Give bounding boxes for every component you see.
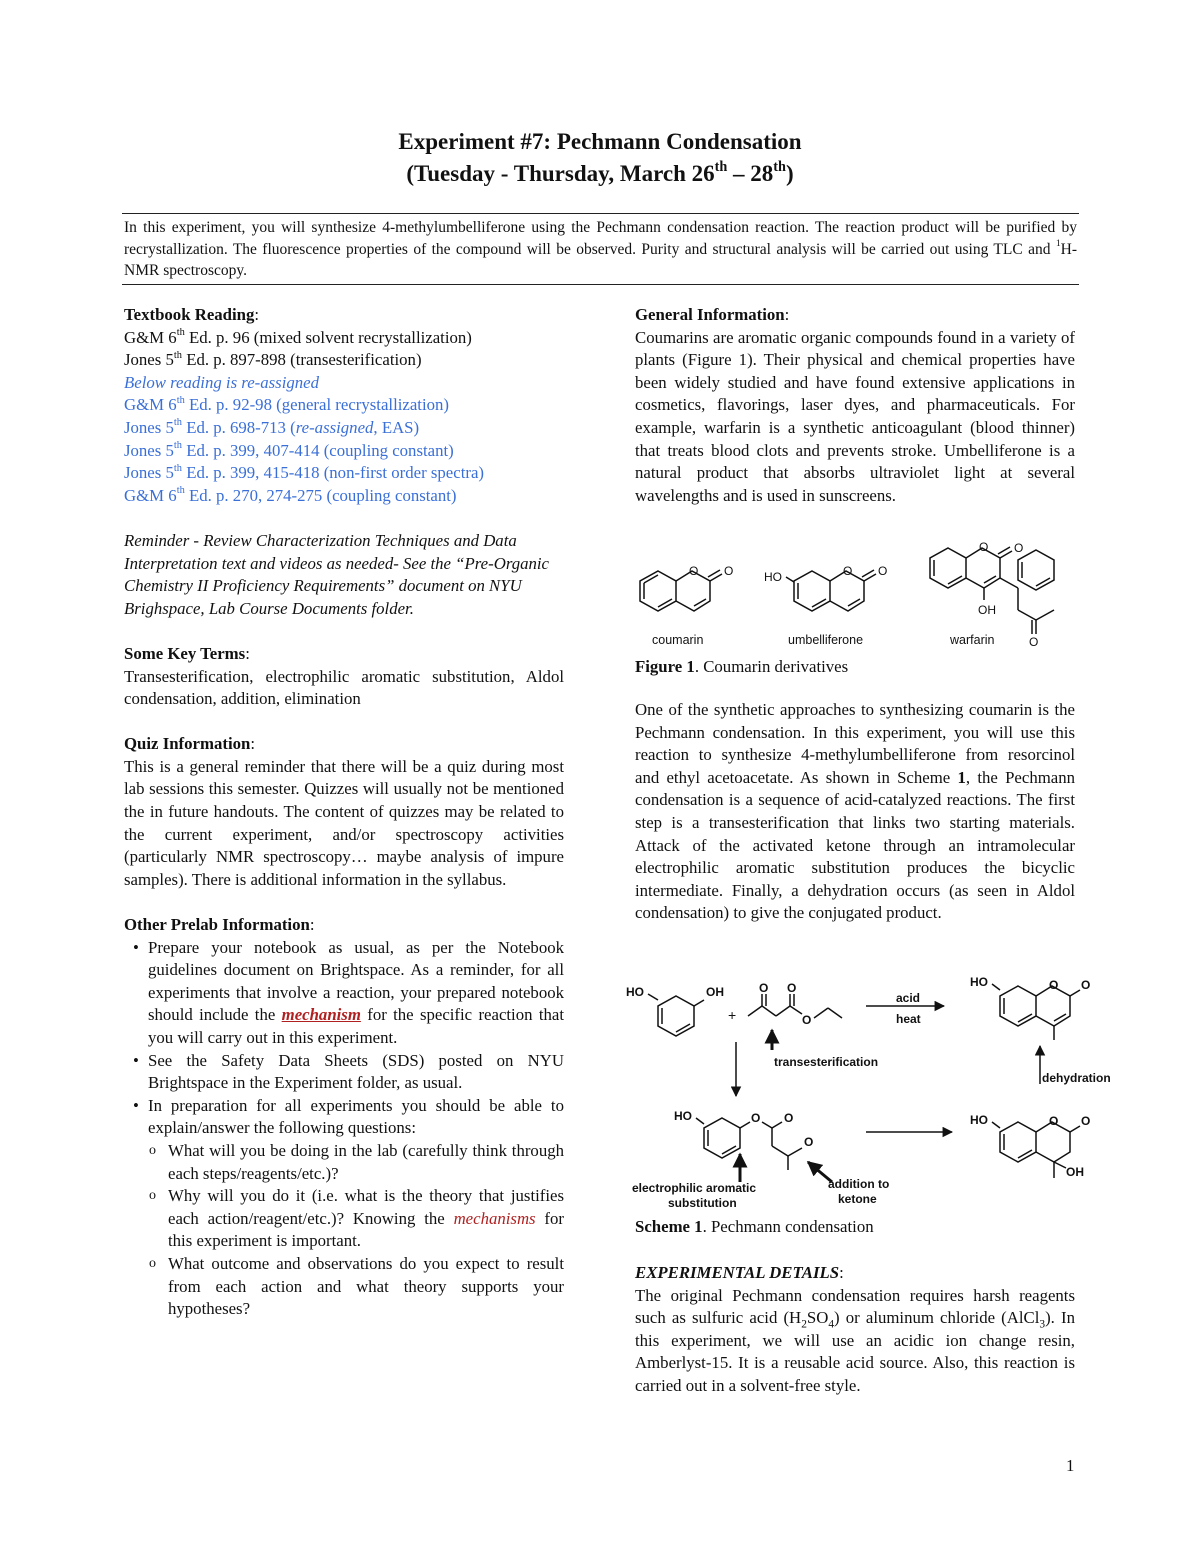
experimental-heading — [635, 1262, 1075, 1285]
general-text: Coumarins are aromatic organic compounds found in a variety of plants (Figure 1). Their physical and chemical properties have been widely studied and have found extensive applications in cosmetics, flavorings, laser dyes, and pharmaceuticals. For example, warfarin is a synthetic anticoagulant (blood thinner) that treats blood clots and prevents stroke. Umbelliferone is a natural product that absorbs ultraviolet light at several wavelengths and is used in sunscreens. — [635, 327, 1075, 505]
ester-intermediate-structure — [674, 1109, 813, 1170]
coumarin-structure — [640, 564, 733, 611]
bond — [762, 1006, 776, 1016]
ref-sup: th — [176, 485, 185, 497]
mechanism-emphasis: mechanism — [281, 1005, 361, 1025]
bond — [772, 1146, 788, 1156]
heading-colon: : — [309, 915, 315, 935]
list-item — [168, 1185, 564, 1253]
heat-label: heat — [896, 1012, 921, 1026]
heading-text: Some Key Terms — [124, 643, 246, 663]
text-run: ) or aluminum chloride (AlCl — [834, 1308, 1040, 1328]
subscript: 2 — [801, 1318, 807, 1331]
caption-text: . Pechmann condensation — [702, 1217, 874, 1236]
prelab-list — [124, 937, 564, 1321]
bond — [1018, 610, 1036, 620]
double-bond — [1018, 1014, 1032, 1022]
spacer — [124, 711, 564, 734]
benzene-ring — [704, 1118, 740, 1158]
text-run: One of the synthetic approaches to synthesizing coumarin is the Pechmann condensation. In this experiment, you will use this reaction to synthesize 4-methylumbelliferone from resorcinol and ethyl acetoacetate. As shown in Scheme — [635, 700, 1075, 787]
reading-item — [124, 327, 564, 350]
caption-label: Figure 1 — [635, 657, 695, 676]
heading-text: General Information — [635, 305, 785, 324]
coumarin-label: coumarin — [652, 633, 704, 647]
bond — [694, 1000, 704, 1006]
figure-1-structures — [630, 538, 1080, 653]
eas-label: substitution — [668, 1196, 737, 1210]
bond — [748, 1006, 762, 1016]
oxygen-label: O — [689, 564, 699, 578]
subtitle-text: (Tuesday - Thursday, March 26 — [406, 161, 715, 186]
dehydration-label: dehydration — [1042, 1071, 1111, 1085]
heading-text: Other Prelab Information — [124, 915, 310, 935]
heading-colon: : — [250, 734, 255, 754]
list-item — [148, 937, 564, 1050]
left-column — [124, 304, 564, 1321]
umbelliferone-structure — [764, 564, 887, 611]
carbonyl-bond — [1070, 990, 1080, 996]
double-bond — [1018, 1150, 1032, 1158]
double-bond — [658, 599, 672, 607]
acid-label: acid — [896, 991, 921, 1005]
double-bond — [676, 1024, 690, 1032]
hydroxyl-label: OH — [706, 985, 724, 999]
subtitle-sup: th — [773, 158, 786, 175]
subtitle-sup: th — [714, 158, 728, 175]
phenyl-ring — [1018, 550, 1054, 590]
heading-colon: : — [839, 1263, 844, 1282]
list-item — [148, 1095, 564, 1321]
bond — [828, 1008, 842, 1018]
hydroxyl-label: HO — [626, 985, 644, 999]
quiz-heading — [124, 733, 564, 756]
page-subtitle — [0, 158, 1200, 190]
oxygen-label: O — [784, 1111, 794, 1125]
reassigned-note: Below reading is re-assigned — [124, 372, 319, 392]
key-terms-text: Transesterification, electrophilic aromatic substitution, Aldol condensation, addition, elimination — [124, 666, 564, 709]
hydroxyl-label: HO — [674, 1109, 692, 1123]
abstract-text: H-NMR spectroscopy. — [124, 240, 1077, 279]
oxygen-label: O — [1081, 978, 1091, 992]
item-text: for the specific reaction that you will carry out in this experiment. — [148, 1005, 564, 1047]
bond — [772, 1122, 782, 1128]
bond — [776, 1006, 790, 1016]
subscript: 4 — [828, 1318, 835, 1331]
heading-text: EXPERIMENTAL DETAILS — [635, 1263, 840, 1282]
heading-colon: : — [254, 305, 260, 324]
question-list — [148, 1140, 564, 1321]
double-bond — [644, 575, 658, 583]
oxygen-label: O — [1049, 978, 1059, 992]
pyranone-ring — [1036, 1122, 1070, 1162]
text-run: The original Pechmann condensation requires harsh reagents such as sulfuric acid (H — [635, 1285, 1075, 1328]
page-number: 1 — [1066, 1456, 1075, 1475]
ref-text: Jones 5 — [124, 440, 174, 460]
textbook-heading — [124, 304, 564, 327]
bond — [790, 1006, 802, 1014]
reading-item — [124, 394, 564, 417]
double-bond — [722, 1146, 736, 1154]
plus-sign: + — [728, 1007, 737, 1023]
addition-label: ketone — [838, 1192, 877, 1206]
heading-text: Textbook Reading — [124, 305, 255, 324]
spacer — [124, 620, 564, 643]
key-terms-heading — [124, 643, 564, 666]
carbonyl-bond — [1070, 1126, 1080, 1132]
oxygen-label: O — [724, 564, 734, 578]
general-heading — [635, 304, 1075, 327]
ref-text: Ed. p. 96 (mixed solvent recrystallization) — [184, 327, 472, 347]
experimental-text — [635, 1285, 1075, 1398]
scheme-1-caption — [635, 1217, 874, 1237]
item-text: Prepare your notebook as usual, as per the Notebook guidelines document on Brightspace. As a reminder, for all experiments that involve a reaction, your prepared notebook should include the — [148, 937, 564, 1025]
ref-text: Ed. p. 92-98 (general recrystallization) — [184, 395, 449, 415]
ref-text: Ed. p. 399, 407-414 (coupling constant) — [182, 440, 454, 460]
ref-text: G&M 6 — [124, 395, 177, 415]
benzene-ring — [658, 996, 694, 1036]
resorcinol-structure — [626, 985, 724, 1036]
caption-label: Scheme 1 — [635, 1217, 703, 1236]
oxygen-label: O — [1049, 1114, 1059, 1128]
hydroxyl-label: HO — [764, 570, 782, 584]
item-text: In preparation for all experiments you should be able to explain/answer the following questions: — [148, 1095, 564, 1138]
reading-item — [124, 440, 564, 463]
hydroxyl-label: OH — [1066, 1165, 1084, 1179]
abstract-sup: 1 — [1055, 238, 1061, 250]
item-text: Why will you do it (i.e. what is the theory that justifies each action/reagent/etc.)? Knowing the — [168, 1186, 564, 1228]
spacer — [124, 507, 564, 530]
scheme-ref: 1 — [957, 767, 966, 787]
ref-text: Ed. p. 897-898 (transesterification) — [182, 350, 422, 370]
subtitle-text: ) — [785, 161, 794, 186]
bond — [992, 984, 1000, 990]
bond — [1000, 578, 1018, 588]
heading-text: Quiz Information — [124, 734, 251, 754]
oxygen-label: O — [804, 1135, 814, 1149]
abstract — [124, 217, 1077, 282]
oxygen-label: O — [802, 1013, 812, 1027]
double-bond — [812, 599, 826, 607]
ref-sup: th — [176, 326, 185, 338]
subtitle-text: – 28 — [727, 161, 774, 186]
prelab-heading — [124, 914, 564, 937]
text-run: ). In this experiment, we will use an acidic ion change resin, Amberlyst-15. It is a reusable acid source. Also, this reaction is carried out in a solvent-free style. — [635, 1308, 1075, 1395]
reading-item — [124, 349, 564, 372]
oxygen-label: O — [751, 1111, 761, 1125]
ref-sup: th — [173, 462, 182, 474]
ethyl-acetoacetate-structure — [748, 981, 842, 1027]
list-item: o What will you be doing in the lab (carefully think through each steps/reagents/etc.)? — [168, 1140, 564, 1185]
ref-text: Ed. p. 698-713 ( — [182, 417, 296, 437]
benzene-ring — [1000, 986, 1036, 1026]
bond — [762, 1122, 772, 1128]
divider — [122, 284, 1079, 285]
reading-item — [124, 417, 564, 440]
benzene-ring — [640, 571, 676, 611]
right-column-top — [635, 304, 1075, 507]
benzene-ring — [930, 548, 966, 588]
bond — [786, 577, 794, 582]
ref-italic: re-assigned — [295, 417, 374, 437]
warfarin-label: warfarin — [950, 633, 995, 647]
oxygen-label: O — [759, 981, 769, 995]
list-item: • See the Safety Data Sheets (SDS) posted on NYU Brightspace in the Experiment folder, as usual. — [148, 1050, 564, 1095]
bond — [696, 1118, 704, 1124]
ref-sup: th — [176, 394, 185, 406]
caption-text: . Coumarin derivatives — [694, 657, 849, 676]
heading-colon: : — [784, 305, 790, 324]
synthesis-text — [635, 699, 1075, 925]
double-bond — [1036, 578, 1050, 586]
ref-sup: th — [173, 439, 182, 451]
transesterification-label: transesterification — [774, 1055, 879, 1069]
ref-text: , EAS) — [373, 417, 420, 437]
bond — [814, 1008, 828, 1018]
reminder-text: Reminder - Review Characterization Techniques and Data Interpretation text and videos as needed- See the “Pre-Organic Chemistry II Proficiency Requirements” document on NYU Brighspace, Lab Course Documents folder. — [124, 530, 550, 618]
bond — [788, 1148, 802, 1156]
ref-text: Ed. p. 399, 415-418 (non-first order spectra) — [182, 463, 484, 483]
oxygen-label: O — [1081, 1114, 1091, 1128]
bond — [740, 1122, 750, 1128]
oxygen-label: O — [843, 564, 853, 578]
addition-label: addition to — [828, 1177, 890, 1191]
oxygen-label: O — [1029, 635, 1039, 649]
cyclized-intermediate-structure — [970, 1113, 1090, 1179]
spacer — [124, 891, 564, 914]
quiz-text: This is a general reminder that there will be a quiz during most lab sessions this semester. Quizzes will usually not be mentioned the in future handouts. The content of quizzes may be related to the current experiment, and/or spectroscopy activities (particularly NMR spectroscopy… maybe analysis of impure samples). There is additional information in the syllabus. — [124, 756, 564, 889]
reading-item — [124, 485, 564, 508]
bond — [1036, 610, 1054, 620]
hydroxyl-label: HO — [970, 1113, 988, 1127]
mechanisms-emphasis: mechanisms — [453, 1208, 536, 1228]
eas-label: electrophilic aromatic — [632, 1181, 757, 1195]
page-title: Experiment #7: Pechmann Condensation — [398, 129, 802, 154]
pyranone-ring — [966, 548, 1000, 588]
umbelliferone-label: umbelliferone — [788, 633, 864, 647]
divider — [122, 213, 1079, 214]
heading-colon: : — [245, 643, 250, 663]
list-item: o What outcome and observations do you expect to result from each action and what theory supports your hypotheses? — [168, 1253, 564, 1321]
hydroxyl-label: OH — [978, 603, 996, 617]
experimental-section — [635, 1262, 1075, 1398]
reading-item — [124, 462, 564, 485]
figure-1-caption — [635, 657, 848, 677]
double-bond — [948, 576, 962, 584]
benzene-ring — [794, 571, 830, 611]
ref-text: Jones 5 — [124, 417, 174, 437]
pyranone-ring — [1036, 986, 1070, 1026]
subscript: 3 — [1039, 1318, 1046, 1331]
ref-text: Ed. p. 270, 274-275 (coupling constant) — [184, 485, 457, 505]
scheme-1-diagram — [622, 972, 1111, 1212]
ref-text: Jones 5 — [124, 463, 174, 483]
ref-text: G&M 6 — [124, 327, 177, 347]
text-run: SO — [806, 1308, 829, 1328]
oxygen-label: O — [1014, 541, 1024, 555]
synthesis-paragraph — [635, 699, 1075, 925]
bond — [1054, 1162, 1066, 1168]
ref-text: Jones 5 — [124, 350, 174, 370]
bond — [648, 994, 658, 1000]
text-run: , the Pechmann condensation is a sequence of acid-catalyzed reactions. The first step is a transesterification that links two starting materials. Attack of the activated ketone through an intramolecular electrophilic aromatic substitution produces the bicyclic intermediate. Finally, a dehydration occurs (as seen in Aldol condensation) to give the conjugated product. — [635, 767, 1075, 923]
ref-text: G&M 6 — [124, 485, 177, 505]
oxygen-label: O — [787, 981, 797, 995]
ref-sup: th — [173, 417, 182, 429]
hydroxyl-label: HO — [970, 975, 988, 989]
item-text: for this experiment is important. — [168, 1208, 565, 1251]
oxygen-label: O — [979, 540, 989, 554]
ref-sup: th — [173, 349, 182, 361]
bond — [992, 1122, 1000, 1128]
product-structure — [970, 975, 1090, 1040]
benzene-ring — [1000, 1122, 1036, 1162]
abstract-text: In this experiment, you will synthesize 4-methylumbelliferone using the Pechmann condensation reaction. The reaction product will be purified by recrystallization. The fluorescence properties of the compound will be observed. Purity and structural analysis will be carried out using TLC and — [124, 219, 1077, 258]
oxygen-label: O — [878, 564, 888, 578]
